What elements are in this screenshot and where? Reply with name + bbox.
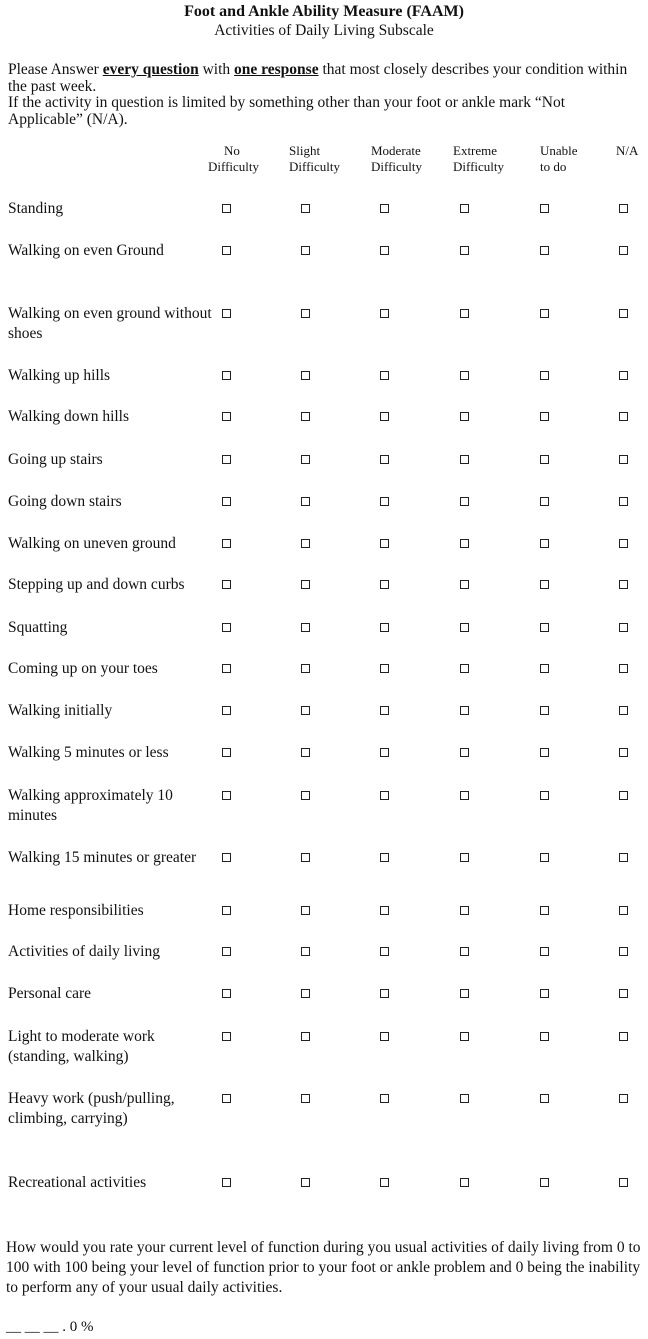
checkbox-slight-difficulty[interactable] (301, 906, 310, 915)
checkbox-unable-to-do[interactable] (540, 497, 549, 506)
column-header-line2: Difficulty (371, 159, 423, 174)
checkbox-no-difficulty[interactable] (222, 371, 231, 380)
instr-emphasis-every-question: every question (102, 61, 199, 78)
checkbox-extreme-difficulty[interactable] (460, 664, 469, 673)
checkbox-slight-difficulty[interactable] (301, 1094, 310, 1103)
checkbox-na[interactable] (619, 989, 628, 998)
checkbox-moderate-difficulty[interactable] (380, 664, 389, 673)
item-label: Recreational activities (8, 1174, 147, 1191)
item-label: Going up stairs (8, 451, 103, 468)
column-header-line1: No (224, 143, 240, 158)
checkbox-no-difficulty[interactable] (222, 664, 231, 673)
checkbox-extreme-difficulty[interactable] (460, 623, 469, 632)
checkbox-extreme-difficulty[interactable] (460, 497, 469, 506)
checkbox-extreme-difficulty[interactable] (460, 748, 469, 757)
instr-text: that most closely describes your condition within the past week. (8, 61, 628, 95)
checkbox-na[interactable] (619, 246, 628, 255)
item-label: Squatting (8, 619, 68, 636)
column-header-no-difficulty (208, 143, 259, 175)
checkbox-no-difficulty[interactable] (222, 906, 231, 915)
checkbox-no-difficulty[interactable] (222, 204, 231, 213)
column-header-unable-to-do (540, 143, 578, 175)
checkbox-unable-to-do[interactable] (540, 906, 549, 915)
column-header-line2: Difficulty (289, 159, 341, 174)
item-label: Personal care (8, 985, 92, 1002)
checkbox-na[interactable] (619, 1178, 628, 1187)
item-label: Light to moderate work (standing, walking) (8, 1028, 155, 1065)
checkbox-no-difficulty[interactable] (222, 309, 231, 318)
checkbox-slight-difficulty[interactable] (301, 791, 310, 800)
checkbox-unable-to-do[interactable] (540, 989, 549, 998)
item-label: Walking initially (8, 702, 113, 719)
column-header-moderate-difficulty (371, 143, 422, 175)
column-header-na (616, 143, 638, 159)
item-label: Standing (8, 200, 64, 217)
checkbox-slight-difficulty[interactable] (301, 580, 310, 589)
checkbox-unable-to-do[interactable] (540, 455, 549, 464)
column-header-line1: Moderate (371, 143, 421, 158)
checkbox-no-difficulty[interactable] (222, 580, 231, 589)
checkbox-no-difficulty[interactable] (222, 1032, 231, 1041)
item-label: Walking approximately 10 minutes (8, 787, 173, 824)
checkbox-moderate-difficulty[interactable] (380, 1032, 389, 1041)
checkbox-na[interactable] (619, 623, 628, 632)
checkbox-unable-to-do[interactable] (540, 412, 549, 421)
item-label: Walking on even ground without shoes (8, 305, 212, 342)
checkbox-na[interactable] (619, 204, 628, 213)
checkbox-extreme-difficulty[interactable] (460, 1032, 469, 1041)
checkbox-unable-to-do[interactable] (540, 309, 549, 318)
checkbox-no-difficulty[interactable] (222, 623, 231, 632)
item-label: Walking up hills (8, 367, 111, 384)
checkbox-no-difficulty[interactable] (222, 497, 231, 506)
checkbox-no-difficulty[interactable] (222, 1094, 231, 1103)
item-label: Heavy work (push/pulling, climbing, carrying) (8, 1090, 175, 1127)
checkbox-no-difficulty[interactable] (222, 539, 231, 548)
checkbox-moderate-difficulty[interactable] (380, 204, 389, 213)
checkbox-moderate-difficulty[interactable] (380, 791, 389, 800)
checkbox-unable-to-do[interactable] (540, 204, 549, 213)
checkbox-slight-difficulty[interactable] (301, 748, 310, 757)
checkbox-slight-difficulty[interactable] (301, 989, 310, 998)
checkbox-na[interactable] (619, 580, 628, 589)
item-label: Walking 15 minutes or greater (8, 849, 197, 866)
checkbox-extreme-difficulty[interactable] (460, 309, 469, 318)
checkbox-extreme-difficulty[interactable] (460, 246, 469, 255)
checkbox-moderate-difficulty[interactable] (380, 1178, 389, 1187)
checkbox-slight-difficulty[interactable] (301, 664, 310, 673)
checkbox-moderate-difficulty[interactable] (380, 371, 389, 380)
checkbox-unable-to-do[interactable] (540, 853, 549, 862)
checkbox-slight-difficulty[interactable] (301, 246, 310, 255)
item-label: Going down stairs (8, 493, 122, 510)
checkbox-na[interactable] (619, 1032, 628, 1041)
checkbox-slight-difficulty[interactable] (301, 623, 310, 632)
instr-emphasis-one-response: one response (234, 61, 319, 78)
checkbox-na[interactable] (619, 539, 628, 548)
form-subtitle: Activities of Daily Living Subscale (214, 22, 434, 39)
form-title: Foot and Ankle Ability Measure (FAAM) (184, 3, 464, 20)
instr-text: Please Answer (8, 61, 103, 78)
checkbox-extreme-difficulty[interactable] (460, 989, 469, 998)
checkbox-moderate-difficulty[interactable] (380, 748, 389, 757)
checkbox-moderate-difficulty[interactable] (380, 497, 389, 506)
checkbox-na[interactable] (619, 664, 628, 673)
checkbox-na[interactable] (619, 906, 628, 915)
checkbox-unable-to-do[interactable] (540, 1178, 549, 1187)
checkbox-unable-to-do[interactable] (540, 539, 549, 548)
checkbox-slight-difficulty[interactable] (301, 947, 310, 956)
item-label: Home responsibilities (8, 902, 144, 919)
column-header-slight-difficulty (289, 143, 340, 175)
checkbox-unable-to-do[interactable] (540, 1094, 549, 1103)
checkbox-moderate-difficulty[interactable] (380, 246, 389, 255)
column-header-line2: Difficulty (453, 159, 505, 174)
checkbox-slight-difficulty[interactable] (301, 1032, 310, 1041)
checkbox-na[interactable] (619, 412, 628, 421)
checkbox-slight-difficulty[interactable] (301, 412, 310, 421)
checkbox-slight-difficulty[interactable] (301, 539, 310, 548)
instr-text: with (198, 61, 235, 78)
checkbox-extreme-difficulty[interactable] (460, 412, 469, 421)
checkbox-unable-to-do[interactable] (540, 1032, 549, 1041)
checkbox-na[interactable] (619, 497, 628, 506)
checkbox-na[interactable] (619, 947, 628, 956)
column-header-line2: Difficulty (208, 159, 260, 174)
checkbox-extreme-difficulty[interactable] (460, 539, 469, 548)
checkbox-no-difficulty[interactable] (222, 989, 231, 998)
checkbox-no-difficulty[interactable] (222, 706, 231, 715)
checkbox-extreme-difficulty[interactable] (460, 580, 469, 589)
checkbox-moderate-difficulty[interactable] (380, 989, 389, 998)
checkbox-extreme-difficulty[interactable] (460, 906, 469, 915)
item-label: Walking on even Ground (8, 242, 164, 259)
checkbox-na[interactable] (619, 371, 628, 380)
column-header-line1: Unable (540, 143, 578, 158)
checkbox-unable-to-do[interactable] (540, 246, 549, 255)
column-header-line2: to do (540, 159, 567, 174)
checkbox-na[interactable] (619, 706, 628, 715)
checkbox-extreme-difficulty[interactable] (460, 853, 469, 862)
checkbox-slight-difficulty[interactable] (301, 1178, 310, 1187)
instructions-paragraph-1 (8, 62, 640, 95)
item-label: Walking on uneven ground (8, 535, 176, 552)
checkbox-moderate-difficulty[interactable] (380, 412, 389, 421)
item-label: Walking 5 minutes or less (8, 744, 169, 761)
checkbox-extreme-difficulty[interactable] (460, 706, 469, 715)
item-label: Stepping up and down curbs (8, 576, 185, 593)
checkbox-moderate-difficulty[interactable] (380, 1094, 389, 1103)
checkbox-moderate-difficulty[interactable] (380, 623, 389, 632)
checkbox-na[interactable] (619, 748, 628, 757)
checkbox-slight-difficulty[interactable] (301, 371, 310, 380)
checkbox-moderate-difficulty[interactable] (380, 706, 389, 715)
column-header-line1: N/A (616, 143, 639, 158)
checkbox-unable-to-do[interactable] (540, 371, 549, 380)
checkbox-extreme-difficulty[interactable] (460, 791, 469, 800)
item-label: Walking down hills (8, 408, 130, 425)
column-header-line1: Slight (289, 143, 321, 158)
checkbox-moderate-difficulty[interactable] (380, 539, 389, 548)
checkbox-slight-difficulty[interactable] (301, 853, 310, 862)
instructions (8, 62, 640, 128)
checkbox-moderate-difficulty[interactable] (380, 853, 389, 862)
checkbox-moderate-difficulty[interactable] (380, 580, 389, 589)
checkbox-moderate-difficulty[interactable] (380, 455, 389, 464)
checkbox-na[interactable] (619, 455, 628, 464)
checkbox-unable-to-do[interactable] (540, 947, 549, 956)
checkbox-moderate-difficulty[interactable] (380, 947, 389, 956)
checkbox-no-difficulty[interactable] (222, 246, 231, 255)
checkbox-na[interactable] (619, 309, 628, 318)
checkbox-unable-to-do[interactable] (540, 748, 549, 757)
checkbox-no-difficulty[interactable] (222, 853, 231, 862)
checkbox-unable-to-do[interactable] (540, 791, 549, 800)
checkbox-slight-difficulty[interactable] (301, 204, 310, 213)
checkbox-unable-to-do[interactable] (540, 664, 549, 673)
checkbox-no-difficulty[interactable] (222, 947, 231, 956)
checkbox-na[interactable] (619, 853, 628, 862)
instructions-paragraph-2: If the activity in question is limited by something other than your foot or ankle mark “Not Applicable” (N/A). (8, 94, 566, 128)
rating-question: How would you rate your current level of function during you usual activities of daily living from 0 to 100 with 100 being your level of function prior to your foot or ankle problem and 0 being the inability to perform any of your usual daily activities. (6, 1239, 641, 1296)
checkbox-extreme-difficulty[interactable] (460, 1178, 469, 1187)
item-label: Coming up on your toes (8, 660, 158, 677)
checkbox-slight-difficulty[interactable] (301, 309, 310, 318)
checkbox-slight-difficulty[interactable] (301, 497, 310, 506)
checkbox-slight-difficulty[interactable] (301, 455, 310, 464)
checkbox-no-difficulty[interactable] (222, 791, 231, 800)
column-header-line1: Extreme (453, 143, 498, 158)
checkbox-no-difficulty[interactable] (222, 412, 231, 421)
checkbox-unable-to-do[interactable] (540, 580, 549, 589)
item-label: Activities of daily living (8, 943, 160, 960)
checkbox-no-difficulty[interactable] (222, 455, 231, 464)
checkbox-extreme-difficulty[interactable] (460, 455, 469, 464)
checkbox-moderate-difficulty[interactable] (380, 309, 389, 318)
column-header-extreme-difficulty (453, 143, 504, 175)
checkbox-no-difficulty[interactable] (222, 1178, 231, 1187)
checkbox-na[interactable] (619, 1094, 628, 1103)
checkbox-slight-difficulty[interactable] (301, 706, 310, 715)
checkbox-na[interactable] (619, 791, 628, 800)
checkbox-no-difficulty[interactable] (222, 748, 231, 757)
checkbox-moderate-difficulty[interactable] (380, 906, 389, 915)
rating-answer-field[interactable]: __ __ __ . 0 % (6, 1319, 94, 1335)
checkbox-unable-to-do[interactable] (540, 623, 549, 632)
checkbox-unable-to-do[interactable] (540, 706, 549, 715)
checkbox-extreme-difficulty[interactable] (460, 371, 469, 380)
checkbox-extreme-difficulty[interactable] (460, 1094, 469, 1103)
checkbox-extreme-difficulty[interactable] (460, 947, 469, 956)
checkbox-extreme-difficulty[interactable] (460, 204, 469, 213)
